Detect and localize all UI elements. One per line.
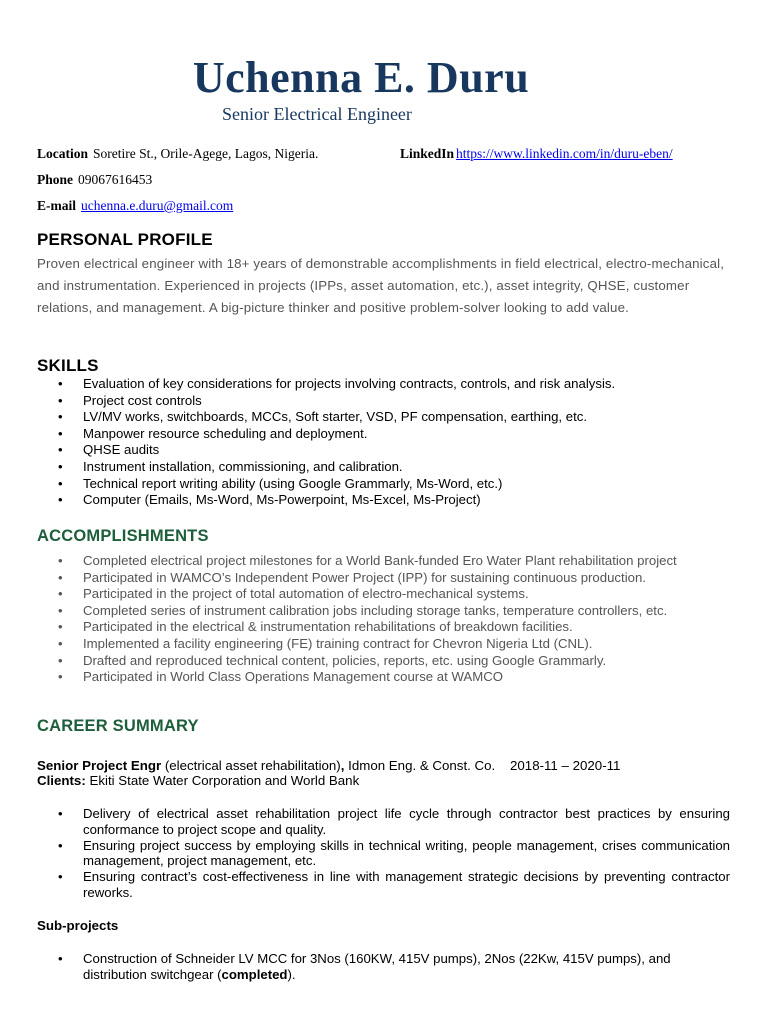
- bullet-icon: •: [58, 376, 63, 391]
- location-label: Location: [37, 146, 89, 161]
- bullet-icon: •: [58, 392, 63, 408]
- bullet-icon: •: [58, 635, 63, 651]
- job-period: 2018-11 – 2020-11: [510, 758, 621, 773]
- resume-name: Uchenna E. Duru: [192, 53, 530, 102]
- job-company: Idmon Eng. & Const. Co.: [348, 758, 496, 773]
- bullet-icon: •: [58, 492, 63, 508]
- list-item: • Drafted and reproduced technical content, policies, reports, etc. using Google Grammarly.: [58, 652, 607, 668]
- list-item: • Delivery of electrical asset rehabilitation project life cycle through contractor best practices by ensuring conformance to project scope and quality.: [58, 806, 730, 837]
- phone-label: Phone: [37, 172, 74, 187]
- linkedin-row: [400, 146, 673, 162]
- list-item: • Ensuring project success by employing skills in technical writing, people management, crises communication management, project management, etc.: [58, 837, 730, 868]
- bullet-icon: •: [58, 951, 63, 966]
- list-item: • Instrument installation, commissioning, and calibration.: [58, 458, 403, 474]
- bullet-icon: •: [58, 652, 63, 668]
- bullet-icon: •: [58, 837, 63, 853]
- skills-list: [58, 376, 615, 509]
- career-heading: CAREER SUMMARY: [37, 717, 199, 735]
- job-role-detail: (electrical asset rehabilitation): [164, 758, 341, 773]
- job-line: Senior Project Engr (electrical asset rehabilitation), Idmon Eng. & Const. Co. 2018-11 – 2020-11: [37, 758, 621, 773]
- bullet-icon: •: [58, 569, 63, 585]
- profile-text: Proven electrical engineer with 18+ years of demonstrable accomplishments in field electrical, electro-mechanical, and instrumentation. Experienced in projects (IPPs, asset automation, etc.), asset integrity, QHSE, customer relations, and management. A big-picture thinker and positive problem-solver looking to add value.: [37, 256, 725, 315]
- bullet-icon: •: [58, 669, 63, 685]
- subproject-status: completed: [221, 966, 288, 982]
- resume-title: Senior Electrical Engineer: [222, 104, 412, 124]
- bullet-icon: •: [58, 458, 63, 474]
- list-item: • Technical report writing ability (using Google Grammarly, Ms-Word, etc.): [58, 475, 503, 491]
- profile-heading: PERSONAL PROFILE: [37, 230, 213, 249]
- bullet-icon: •: [58, 586, 63, 602]
- list-item: • Completed electrical project milestones for a World Bank-funded Ero Water Plant rehabilitation project: [58, 553, 677, 568]
- bullet-icon: •: [58, 442, 63, 458]
- clients-value: Ekiti State Water Corporation and World Bank: [89, 773, 360, 788]
- subprojects-list: [58, 951, 730, 982]
- skills-heading: SKILLS: [37, 356, 99, 375]
- phone-value: 09067616453: [78, 172, 153, 187]
- list-item: • Participated in World Class Operations Management course at WAMCO: [58, 669, 503, 685]
- bullet-icon: •: [58, 869, 63, 884]
- location-value: Soretire St., Orile-Agege, Lagos, Nigeria.: [93, 146, 319, 161]
- list-item: • Computer (Emails, Ms-Word, Ms-Powerpoint, Ms-Excel, Ms-Project): [58, 492, 481, 508]
- email-row: [37, 198, 233, 214]
- bullet-icon: •: [58, 806, 63, 821]
- list-item: • Project cost controls: [58, 392, 202, 408]
- bullet-icon: •: [58, 475, 63, 491]
- list-item: • Participated in the project of total automation of electro-mechanical systems.: [58, 586, 529, 602]
- list-item: • Completed series of instrument calibration jobs including storage tanks, temperature controllers, etc.: [58, 602, 668, 618]
- location-row: [37, 146, 318, 162]
- list-item: • Manpower resource scheduling and deployment.: [58, 425, 368, 441]
- clients-label: Clients:: [37, 773, 86, 788]
- email-label: E-mail: [37, 198, 76, 213]
- bullet-icon: •: [58, 602, 63, 618]
- list-item: • Implemented a facility engineering (FE) training contract for Chevron Nigeria Ltd (CNL).: [58, 635, 593, 651]
- bullet-icon: •: [58, 409, 63, 425]
- list-item: • LV/MV works, switchboards, MCCs, Soft starter, VSD, PF compensation, earthing, etc.: [58, 409, 587, 425]
- duties-list: [58, 806, 730, 901]
- list-item: • Participated in the electrical & instrumentation rehabilitations of breakdown facilities.: [58, 619, 573, 635]
- bullet-icon: •: [58, 553, 63, 568]
- list-item: • Ensuring contract’s cost-effectiveness in line with management strategic decisions by preventing contractor reworks.: [58, 869, 730, 900]
- subprojects-heading: Sub-projects: [37, 918, 119, 933]
- linkedin-label: LinkedIn: [400, 146, 455, 161]
- accomplishments-list: [58, 553, 677, 686]
- list-item: • Participated in WAMCO’s Independent Power Project (IPP) for sustaining continuous production.: [58, 569, 646, 585]
- job-role: Senior Project Engr: [37, 758, 162, 773]
- list-item: • Construction of Schneider LV MCC for 3Nos (160KW, 415V pumps), 2Nos (22Kw, 415V pumps), and distribution switchgear (completed).: [58, 951, 671, 982]
- accomplishments-heading: ACCOMPLISHMENTS: [37, 527, 209, 545]
- bullet-icon: •: [58, 425, 63, 441]
- linkedin-link[interactable]: https://www.linkedin.com/in/duru-eben/: [456, 146, 673, 161]
- bullet-icon: •: [58, 619, 63, 635]
- list-item: • QHSE audits: [58, 442, 160, 458]
- list-item: • Evaluation of key considerations for projects involving contracts, controls, and risk analysis.: [58, 376, 616, 391]
- phone-row: [37, 172, 152, 188]
- clients-line: [37, 773, 359, 788]
- email-link[interactable]: uchenna.e.duru@gmail.com: [81, 198, 234, 213]
